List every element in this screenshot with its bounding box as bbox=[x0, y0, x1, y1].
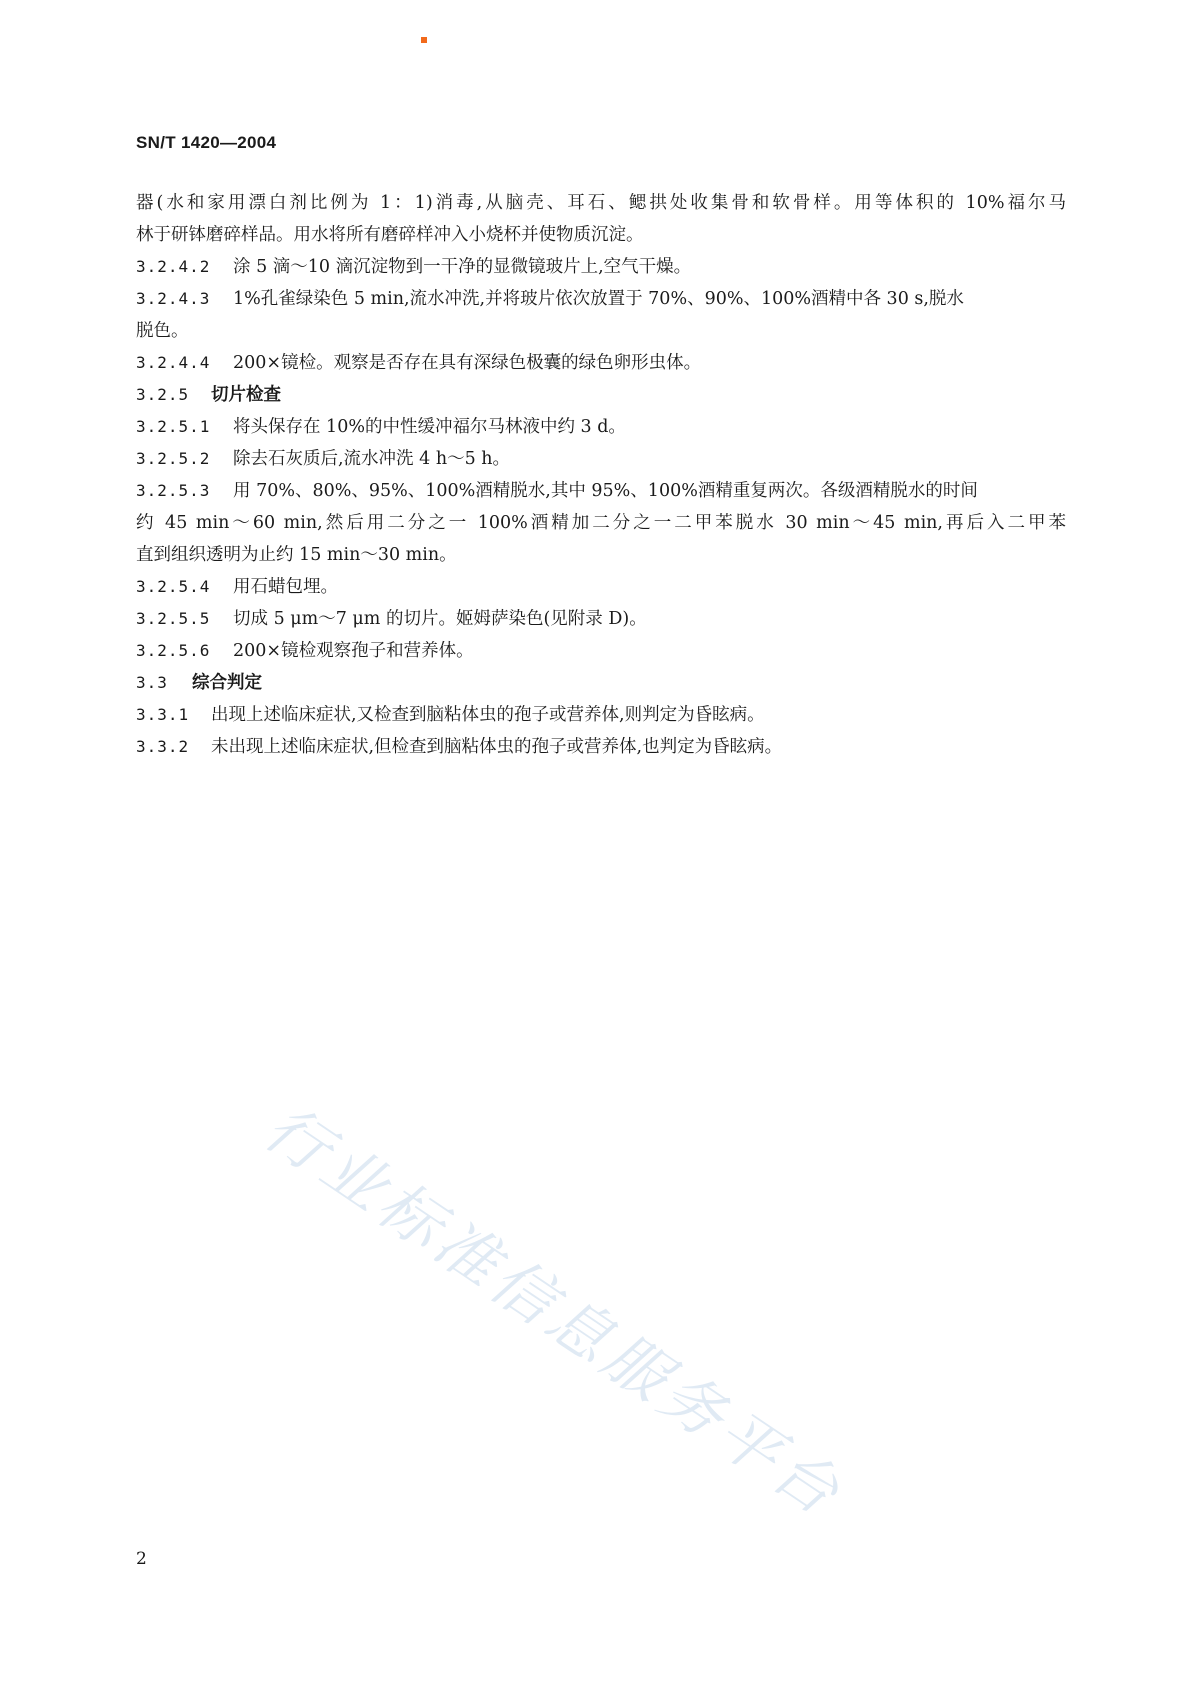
paragraph-line: 器(水和家用漂白剂比例为 1：1)消毒,从脑壳、耳石、鳃拱处收集骨和软骨样。用等体积的 10%福尔马 bbox=[136, 193, 1066, 213]
section-heading: 切片检查 bbox=[211, 385, 281, 405]
clause-3-3-2 bbox=[136, 731, 1066, 763]
clause-text: 未出现上述临床症状,但检查到脑粘体虫的孢子或营养体,也判定为昏眩病。 bbox=[211, 737, 783, 757]
clause-number: 3.2.4.4 bbox=[136, 353, 211, 372]
clause-3-3-1 bbox=[136, 699, 1066, 731]
clause-text: 涂 5 滴～10 滴沉淀物到一干净的显微镜玻片上,空气干燥。 bbox=[233, 257, 692, 277]
clause-number: 3.2.5.6 bbox=[136, 641, 211, 660]
clause-3-2-5-5 bbox=[136, 603, 1066, 635]
orange-marker-dot bbox=[421, 37, 427, 43]
clause-3-2-5-4 bbox=[136, 571, 1066, 603]
clause-number: 3.2.4.2 bbox=[136, 257, 211, 276]
clause-number: 3.2.5.4 bbox=[136, 577, 211, 596]
section-3-2-5 bbox=[136, 379, 1066, 411]
clause-continuation: 脱色。 bbox=[136, 321, 189, 341]
clause-text: 1%孔雀绿染色 5 min,流水冲洗,并将玻片依次放置于 70%、90%、100%酒精中各 30 s,脱水 bbox=[233, 289, 964, 309]
clause-number: 3.3.2 bbox=[136, 737, 190, 756]
clause-text: 用 70%、80%、95%、100%酒精脱水,其中 95%、100%酒精重复两次。各级酒精脱水的时间 bbox=[233, 481, 978, 501]
clause-continuation: 直到组织透明为止约 15 min～30 min。 bbox=[136, 545, 457, 565]
clause-text: 除去石灰质后,流水冲洗 4 h～5 h。 bbox=[233, 449, 511, 469]
paragraph-line: 林于研钵磨碎样品。用水将所有磨碎样冲入小烧杯并使物质沉淀。 bbox=[136, 225, 644, 245]
section-heading: 综合判定 bbox=[192, 673, 262, 693]
clause-text: 将头保存在 10%的中性缓冲福尔马林液中约 3 d。 bbox=[233, 417, 626, 437]
clause-3-2-4-3 bbox=[136, 283, 1066, 315]
clause-number: 3.2.5.3 bbox=[136, 481, 211, 500]
clause-text: 出现上述临床症状,又检查到脑粘体虫的孢子或营养体,则判定为昏眩病。 bbox=[211, 705, 765, 725]
clause-number: 3.2.4.3 bbox=[136, 289, 211, 308]
clause-text: 切成 5 μm～7 μm 的切片。姬姆萨染色(见附录 D)。 bbox=[233, 609, 647, 629]
clause-3-2-5-2 bbox=[136, 443, 1066, 475]
clause-3-2-5-1 bbox=[136, 411, 1066, 443]
clause-3-2-5-6 bbox=[136, 635, 1066, 667]
page-number: 2 bbox=[136, 1549, 147, 1569]
section-3-3 bbox=[136, 667, 1066, 699]
clause-number: 3.2.5.2 bbox=[136, 449, 211, 468]
clause-3-2-4-4 bbox=[136, 347, 1066, 379]
clause-3-2-4-2 bbox=[136, 251, 1066, 283]
standard-code-header: SN/T 1420—2004 bbox=[136, 133, 277, 152]
clause-text: 用石蜡包埋。 bbox=[233, 577, 338, 597]
clause-number: 3.2.5.1 bbox=[136, 417, 211, 436]
clause-3-2-5-3 bbox=[136, 475, 1066, 507]
watermark: 行业标准信息服务平台 bbox=[251, 1090, 857, 1532]
clause-number: 3.3.1 bbox=[136, 705, 190, 724]
document-body bbox=[136, 187, 1066, 763]
clause-continuation: 约 45 min～60 min,然后用二分之一 100%酒精加二分之一二甲苯脱水 30 min～45 min,再后入二甲苯 bbox=[136, 513, 1066, 533]
section-number: 3.2.5 bbox=[136, 385, 190, 404]
section-number: 3.3 bbox=[136, 673, 168, 692]
clause-text: 200×镜检观察孢子和营养体。 bbox=[233, 641, 474, 661]
clause-number: 3.2.5.5 bbox=[136, 609, 211, 628]
clause-text: 200×镜检。观察是否存在具有深绿色极囊的绿色卵形虫体。 bbox=[233, 353, 702, 373]
